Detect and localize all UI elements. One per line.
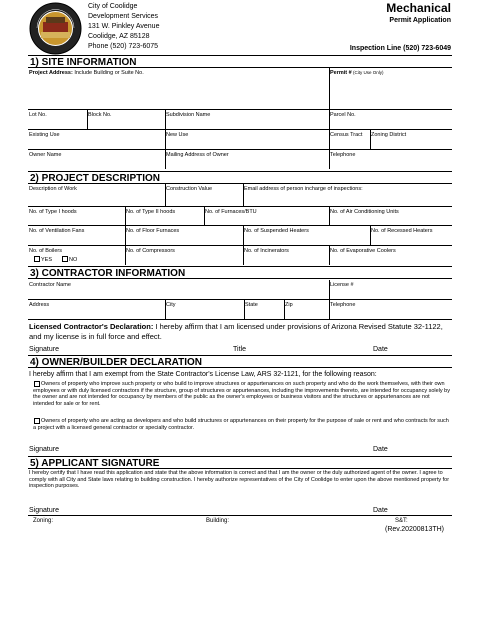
boilers-yes-checkbox[interactable] [34, 256, 40, 262]
city-seal [29, 2, 82, 55]
boilers-label: No. of Boilers [29, 248, 63, 254]
revision-code: (Rev.20200813TH) [385, 526, 445, 533]
type1-hoods-label: No. of Type I hoods [29, 209, 77, 215]
section-applicant-signature: 5) APPLICANT SIGNATURE [28, 456, 452, 469]
contractor-name-label: Contractor Name [29, 282, 71, 288]
owner-name-label: Owner Name [29, 152, 62, 158]
footer-building-label: Building: [206, 518, 230, 524]
owner-builder-intro: I hereby affirm that I am exempt from the State Contractor's License Law, ARS 32-1121, for the following reason: [29, 371, 377, 378]
project-address-label: Project Address: Include Building or Suite No. [29, 70, 144, 76]
org-department: Development Services [88, 13, 159, 20]
boilers-yes-label: YES [41, 257, 53, 263]
construction-value-label: Construction Value [166, 186, 213, 192]
furnaces-label: No. of Furnaces/BTU [205, 209, 257, 215]
owner-telephone-label: Telephone [330, 152, 356, 158]
compressors-label: No. of Compressors [126, 248, 175, 254]
contractor-zip-label: Zip [285, 302, 293, 308]
applicant-signature-label: Signature [29, 507, 59, 514]
existing-use-label: Existing Use [29, 132, 60, 138]
evaporative-coolers-label: No. of Evaporative Coolers [330, 248, 396, 254]
parcel-label: Parcel No. [330, 112, 356, 118]
license-number-label: License # [330, 282, 354, 288]
inspection-line: Inspection Line (520) 723-6049 [349, 45, 451, 52]
suspended-heaters-label: No. of Suspended Heaters [244, 228, 309, 234]
lot-label: Lot No. [29, 112, 47, 118]
section-site-information: 1) SITE INFORMATION [28, 55, 452, 68]
floor-furnaces-label: No. of Floor Furnaces [126, 228, 180, 234]
owner-date-label: Date [373, 446, 388, 453]
contractor-declaration: Licensed Contractor's Declaration: I hereby affirm that I am licensed under provisions of Arizona Revised Statute 32-1122, and my license is in full force and effect. [29, 322, 443, 341]
contractor-title-label: Title [233, 346, 246, 353]
form-title: Mechanical [386, 1, 451, 15]
boilers-no-checkbox[interactable] [62, 256, 68, 262]
section-project-description: 2) PROJECT DESCRIPTION [28, 171, 452, 184]
contractor-telephone-label: Telephone [330, 302, 356, 308]
block-label: Block No. [88, 112, 112, 118]
census-tract-label: Census Tract [330, 132, 363, 138]
mailing-address-label: Mailing Address of Owner [166, 152, 229, 158]
owner-builder-option1-text: Owners of property who improve such property or who build to improve structures or appurtenances on such property and who do the work themselves, with their own employees or with duly licensed contractors if the structure, group of structures or appurtenances, including the improvements thereto, are intended for occupancy solely by the owner and are not intended for occupancy by members of the public as the owner's employees or business visitors and the structures or appurtenances are not intended for sale or for rent. [33, 381, 450, 407]
incinerators-label: No. of Incinerators [244, 248, 289, 254]
contractor-city-label: City [166, 302, 176, 308]
permit-number-label: Permit # (City Use Only) [330, 70, 384, 76]
contractor-state-label: State [245, 302, 258, 308]
org-phone: Phone (520) 723-6075 [88, 43, 159, 50]
zoning-district-label: Zoning District [371, 132, 407, 138]
section-owner-builder-declaration: 4) OWNER/BUILDER DECLARATION [28, 355, 452, 368]
owner-signature-label: Signature [29, 446, 59, 453]
org-name: City of Coolidge [88, 3, 138, 10]
form-subtitle: Permit Application [389, 17, 451, 24]
recessed-heaters-label: No. of Recessed Heaters [371, 228, 433, 234]
contractor-date-label: Date [373, 346, 388, 353]
inspection-email-label: Email address of person incharge of inspections: [244, 186, 363, 192]
footer-st-label: S&T: [395, 518, 408, 524]
type2-hoods-label: No. of Type II hoods [126, 209, 176, 215]
applicant-date-label: Date [373, 507, 388, 514]
new-use-label: New Use [166, 132, 189, 138]
owner-builder-option2-text: Owners of property who are acting as developers and who build structures or appurtenances on their property for the purpose of sale or rent and who contracts for such a project with a licensed general contractor or specialty contractor. [33, 418, 449, 431]
org-city: Coolidge, AZ 85128 [88, 33, 150, 40]
ventilation-fans-label: No. of Ventilation Fans [29, 228, 85, 234]
subdivision-label: Subdivision Name [166, 112, 211, 118]
description-of-work-label: Description of Work [29, 186, 77, 192]
ac-units-label: No. of Air Conditioning Units [330, 209, 399, 215]
contractor-signature-label: Signature [29, 346, 59, 353]
section-contractor-information: 3) CONTRACTOR INFORMATION [28, 266, 452, 279]
footer-zoning-label: Zoning: [33, 518, 54, 524]
applicant-certification-text: I hereby certify that I have read this application and state that the above information is correct and that I am the owner or the duly authorized agent of the owner. I agree to comply with all City and State laws relating to building construction. I hereby authorize representatives of the City of Coolidge to enter upon the above mentioned property for inspection purposes. [29, 470, 450, 490]
contractor-address-label: Address [29, 302, 50, 308]
org-street: 131 W. Pinkley Avenue [88, 23, 160, 30]
boilers-no-label: NO [69, 257, 78, 263]
